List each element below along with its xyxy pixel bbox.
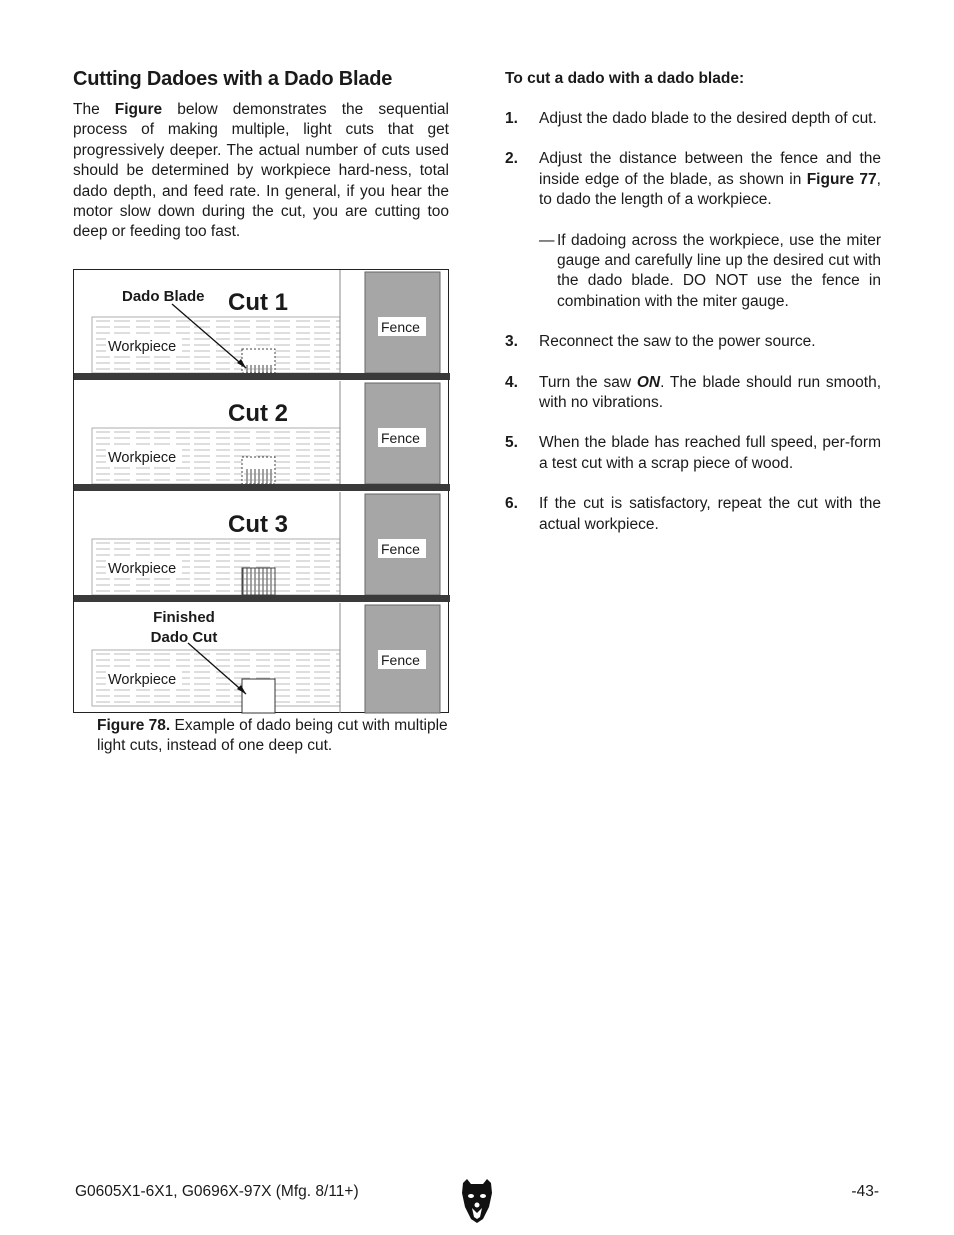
- step-item: [505, 332, 881, 352]
- figure-caption: [97, 716, 449, 757]
- step-figure-ref: Figure 77: [806, 170, 877, 188]
- step-item: [505, 494, 881, 535]
- figure-caption-text: Example of dado being cut with multiple light cuts, instead of one deep cut.: [97, 717, 448, 755]
- workpiece-label: Workpiece: [108, 672, 177, 688]
- cut-3-label: Cut 3: [228, 511, 288, 538]
- step-text-start: Turn the saw: [539, 373, 637, 391]
- cut-3-removed: [242, 568, 275, 595]
- workpiece-label: Workpiece: [108, 450, 177, 466]
- cut-2-removed: [244, 469, 273, 484]
- workpiece-label: Workpiece: [108, 561, 177, 577]
- note-dash: —: [539, 231, 555, 249]
- step-item: [505, 373, 881, 414]
- step-number: 6.: [505, 495, 518, 513]
- step-number: 2.: [505, 150, 518, 168]
- right-column: [505, 70, 881, 555]
- step-text: Adjust the dado blade to the desired depth of cut.: [539, 110, 877, 127]
- page-number: -43-: [851, 1183, 879, 1200]
- step-text: Reconnect the saw to the power source.: [539, 333, 816, 351]
- fence-label: Fence: [381, 652, 420, 668]
- intro-paragraph: [73, 100, 449, 243]
- figure-caption-number: Figure 78.: [97, 717, 171, 734]
- step-number: 5.: [505, 434, 518, 452]
- fence-label: Fence: [381, 430, 420, 446]
- step-number: 4.: [505, 373, 518, 391]
- fence-label: Fence: [381, 319, 420, 335]
- procedure-title: To cut a dado with a dado blade:: [505, 70, 745, 87]
- dado-figure: [73, 269, 449, 713]
- left-column: [73, 68, 449, 243]
- step-text: [539, 150, 881, 208]
- step-item: [505, 433, 881, 474]
- step-item: [505, 109, 881, 129]
- dado-figure-drawing: [74, 270, 450, 714]
- cut-2-label: Cut 2: [228, 400, 288, 427]
- step-note: [539, 231, 881, 313]
- step-text: [539, 374, 881, 411]
- note-text: If dadoing across the workpiece, use the miter gauge and carefully line up the desired cut with the dado blade. DO NOT use the fence in combination with the miter gauge.: [557, 231, 881, 310]
- intro-figure-ref: Figure: [114, 101, 163, 118]
- cut-1-removed: [244, 365, 273, 373]
- intro-text-rest: below demonstrates the sequential process of making multiple, light cuts that get progressively deeper. The actual number of cuts used should be determined by workpiece hard-ness, total dado depth, and feed rate. In general, if you hear the motor slow down during the cut, you are cutting too deep or feeding too fast.: [73, 101, 449, 241]
- intro-text-start: The: [73, 101, 115, 118]
- finished-label-line2: Dado Cut: [150, 629, 218, 646]
- cut-1-label: Cut 1: [228, 289, 288, 316]
- step-text-end: , to dado the length of a workpiece.: [539, 170, 881, 209]
- panel-divider: [74, 484, 450, 491]
- step-number: 1.: [505, 110, 518, 127]
- panel-divider: [74, 373, 450, 380]
- step-text-end: . The blade should run smooth, with no vibrations.: [539, 373, 882, 412]
- procedure-steps: [505, 109, 881, 535]
- section-title: Cutting Dadoes with a Dado Blade: [73, 68, 393, 90]
- step-number: 3.: [505, 333, 518, 351]
- workpiece-label: Workpiece: [108, 339, 177, 355]
- dado-blade-label: Dado Blade: [122, 288, 205, 305]
- finished-label-line1: Finished: [153, 609, 215, 626]
- step-text: If the cut is satisfactory, repeat the cut with the actual workpiece.: [539, 495, 881, 533]
- step-item: [505, 149, 881, 312]
- panel-divider: [74, 595, 450, 602]
- step-on-emphasis: ON: [636, 373, 661, 391]
- step-text: When the blade has reached full speed, per-form a test cut with a scrap piece of wood.: [539, 434, 881, 472]
- bear-logo-icon: [457, 1177, 497, 1225]
- fence-label: Fence: [381, 541, 420, 557]
- step-text-start: Adjust the distance between the fence and the inside edge of the blade, as shown in: [539, 150, 881, 188]
- finished-dado-cut: [242, 679, 275, 713]
- footer-model: G0605X1-6X1, G0696X-97X (Mfg. 8/11+): [75, 1183, 359, 1200]
